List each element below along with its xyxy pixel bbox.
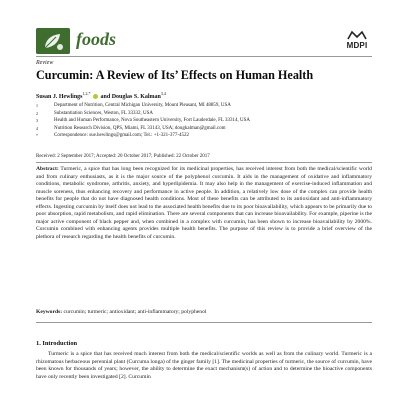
article-type: Review bbox=[36, 60, 54, 66]
affiliation-number: 3 bbox=[36, 118, 38, 124]
affiliation-list bbox=[36, 103, 372, 141]
affiliation-item bbox=[36, 133, 372, 141]
affiliation-number: 1 bbox=[36, 103, 38, 108]
mdpi-logo bbox=[342, 30, 372, 52]
section-heading: 1. Introduction bbox=[36, 340, 78, 347]
abstract-label: Abstract: bbox=[36, 166, 59, 172]
keywords-label: Keywords: bbox=[36, 309, 63, 315]
affiliation-item bbox=[36, 126, 372, 134]
article-title: Curcumin: A Review of Its’ Effects on Human Health bbox=[36, 68, 314, 82]
author-name[interactable]: Susan J. Hewlings bbox=[36, 94, 83, 100]
publisher-name: MDPI bbox=[346, 41, 368, 50]
journal-header bbox=[36, 28, 372, 54]
affiliation-item bbox=[36, 118, 372, 126]
affiliation-text: Substantiation Sciences, Weston, FL 33332, USA bbox=[54, 110, 154, 116]
dates-divider bbox=[36, 162, 372, 163]
mdpi-mark-icon bbox=[347, 30, 367, 40]
author-conjunction: and bbox=[100, 94, 111, 100]
author-list bbox=[36, 91, 166, 100]
affiliation-text: Correspondence: sue.hewlings@gmail.com; Tel.: +1-321-377-4522 bbox=[54, 133, 190, 139]
keywords bbox=[36, 309, 372, 315]
abstract bbox=[36, 166, 372, 241]
foods-logo-icon bbox=[36, 28, 70, 54]
affiliation-item bbox=[36, 111, 372, 119]
orcid-icon[interactable] bbox=[93, 94, 98, 99]
author-superscript: 3,4 bbox=[160, 91, 166, 96]
journal-name: foods bbox=[76, 29, 116, 49]
author-name[interactable]: Douglas S. Kalman bbox=[111, 94, 161, 100]
publication-dates: Received: 2 September 2017; Accepted: 20 October 2017; Published: 22 October 2017 bbox=[36, 154, 210, 159]
affiliation-item bbox=[36, 103, 372, 111]
affiliation-text: Health and Human Performance, Nova Southeastern University, Fort Lauderdale, FL 33314, USA bbox=[54, 118, 250, 124]
header-divider bbox=[36, 56, 372, 57]
affiliation-number: 2 bbox=[36, 110, 38, 116]
introduction-body: Turmeric is a spice that has received much interest from both the medical/scientific worlds as well as from the culinary world. Turmeric is a rhizomatous herbaceous perennial plant (Curcuma longa) of the ginger family [1]. The medicinal properties of turmeric, the source of curcumin, have been known for thousands of years; however, the ability to determine the exact mechanism(s) of action and to determine the bioactive components have only recently been investigated [2]. Curcumin bbox=[36, 351, 372, 380]
author-superscript: 1,2,* bbox=[82, 91, 91, 96]
affiliation-text: Department of Nutrition, Central Michigan University, Mount Pleasant, MI 48859, USA bbox=[54, 103, 231, 108]
keywords-text: curcumin; turmeric; antioxidant; anti-inflammatory; polyphenol bbox=[63, 309, 207, 315]
introduction-text bbox=[36, 351, 372, 381]
affiliation-number: * bbox=[36, 133, 38, 139]
affiliation-number: 4 bbox=[36, 125, 38, 131]
affiliation-text: Nutrition Research Division, QPS, Miami, FL 33143, USA; dougkalman@gmail.com bbox=[54, 125, 226, 131]
abstract-text: Turmeric, a spice that has long been recognized for its medicinal properties, has received interest from both the medical/scientific world and from culinary enthusiasts, as it is the major source of the polyphenol curcumin. It aids in the management of oxidative and inflammatory conditions, metabolic syndrome, arthritis, anxiety, and hyperlipidemia. It may also help in the management of exercise-induced inflammation and muscle soreness, thus enhancing recovery and performance in active people. In addition, a relatively low dose of the complex can provide health benefits for people that do not have diagnosed health conditions. Most of these benefits can be attributed to its antioxidant and anti-inflammatory effects. Ingesting curcumin by itself does not lead to the associated health benefits due to its poor bioavailability, which appears to be primarily due to poor absorption, rapid metabolism, and rapid elimination. There are several components that can increase bioavailability. For example, piperine is the major active component of black pepper and, when combined in a complex with curcumin, has been shown to increase bioavailability by 2000%. Curcumin combined with enhancing agents provides multiple health benefits. The purpose of this review is to provide a brief overview of the plethora of research regarding the health benefits of curcumin. bbox=[36, 166, 372, 240]
keywords-divider bbox=[36, 322, 372, 323]
